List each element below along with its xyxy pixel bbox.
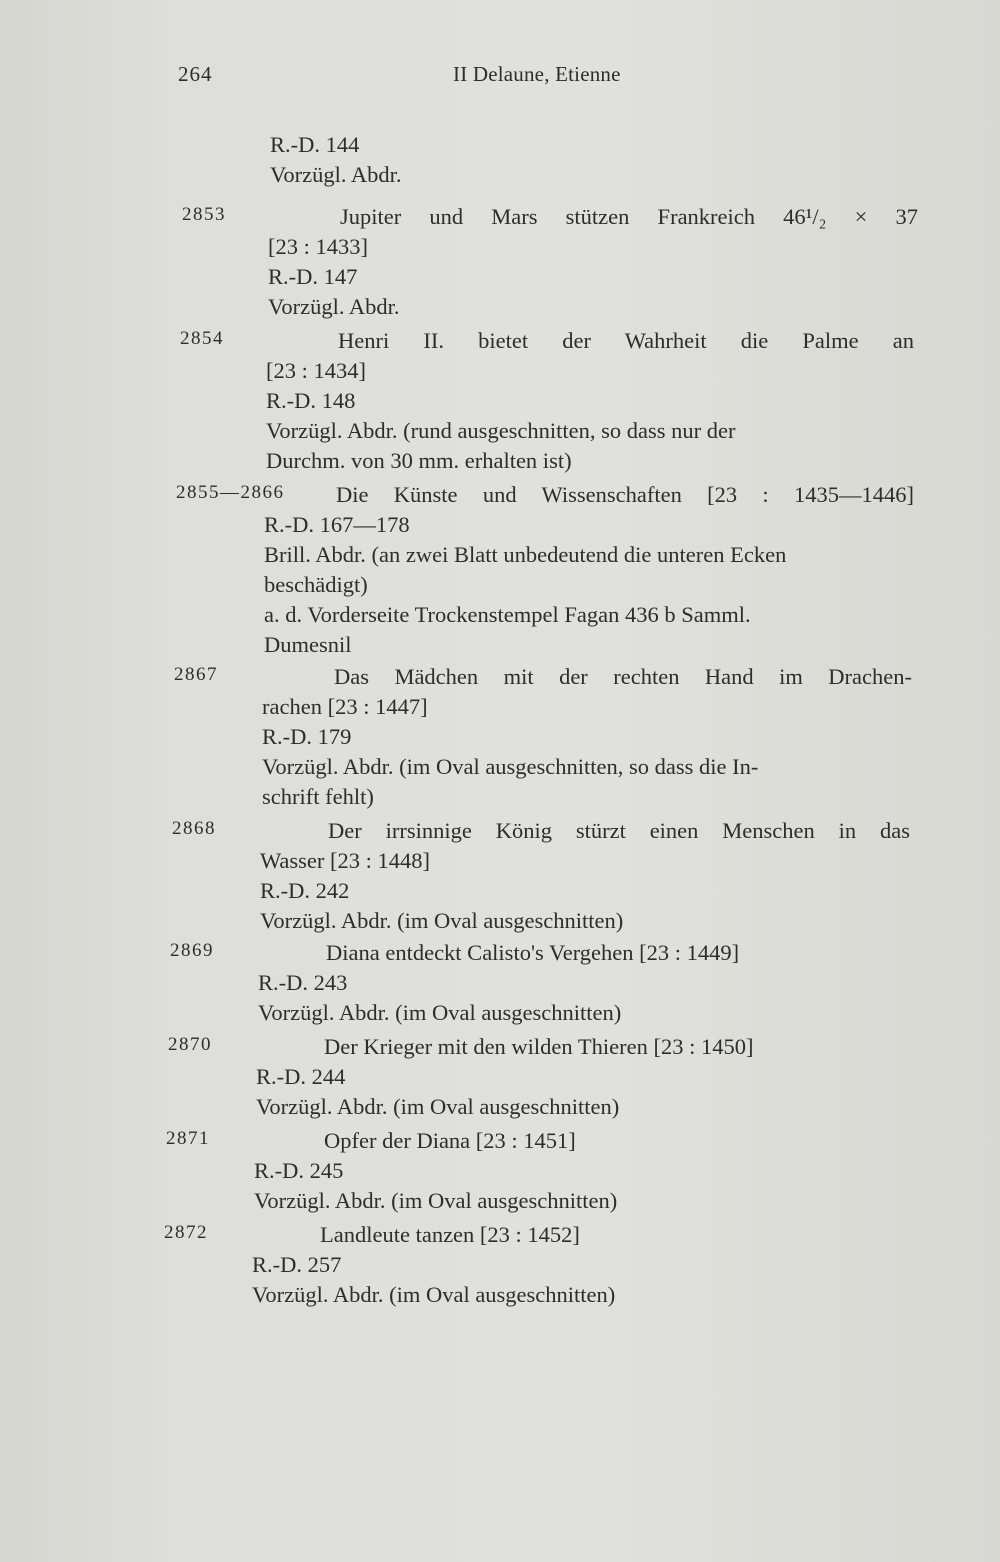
- entry-title: Der irrsinnige König stürzt einen Menschen in das: [328, 818, 910, 843]
- entry-title: Jupiter und Mars stützen Frankreich 46¹/₂ × 37: [340, 204, 918, 229]
- entry-line: R.-D. 167—178: [264, 512, 410, 537]
- entry-line: Vorzügl. Abdr. (im Oval ausgeschnitten): [252, 1282, 616, 1307]
- entry-title: Der Krieger mit den wilden Thieren [23 : 1450]: [324, 1034, 754, 1059]
- entry-line: Dumesnil: [264, 632, 352, 657]
- entry-line: beschädigt): [264, 572, 368, 597]
- entry-number: 2853: [182, 204, 226, 225]
- entry-line: R.-D. 179: [262, 724, 352, 749]
- entry-line: Vorzügl. Abdr. (im Oval ausgeschnitten): [258, 1000, 622, 1025]
- entry-number: 2869: [170, 940, 214, 961]
- entry-number: 2854: [180, 328, 224, 349]
- entry-line: R.-D. 147: [268, 264, 358, 289]
- running-title: II Delaune, Etienne: [453, 62, 621, 86]
- entry-line: Wasser [23 : 1448]: [260, 848, 431, 873]
- entry-line: Vorzügl. Abdr. (im Oval ausgeschnitten): [256, 1094, 620, 1119]
- entry-line: [23 : 1433]: [268, 234, 368, 259]
- entry-line: rachen [23 : 1447]: [262, 694, 428, 719]
- entry-line: Vorzügl. Abdr. (im Oval ausgeschnitten): [254, 1188, 618, 1213]
- entry-line: Durchm. von 30 mm. erhalten ist): [266, 448, 572, 473]
- page-header: [178, 62, 698, 94]
- entry-number: 2872: [164, 1222, 208, 1243]
- entry-line: Vorzügl. Abdr.: [270, 162, 402, 187]
- entry-title: Die Künste und Wissenschaften [23 : 1435—1446]: [336, 482, 914, 507]
- entry-line: [23 : 1434]: [266, 358, 366, 383]
- entry-title: Opfer der Diana [23 : 1451]: [324, 1128, 576, 1153]
- entry-title: Henri II. bietet der Wahrheit die Palme an: [338, 328, 914, 353]
- entry-title: Das Mädchen mit der rechten Hand im Drachen-: [334, 664, 912, 689]
- entry-number: 2868: [172, 818, 216, 839]
- entry-line: Vorzügl. Abdr. (im Oval ausgeschnitten, so dass die In-: [262, 754, 759, 779]
- entry-number: 2867: [174, 664, 218, 685]
- entry-line: R.-D. 243: [258, 970, 348, 995]
- entry-number: 2870: [168, 1034, 212, 1055]
- entry-line: a. d. Vorderseite Trockenstempel Fagan 436 b Samml.: [264, 602, 751, 627]
- entry-line: Vorzügl. Abdr. (im Oval ausgeschnitten): [260, 908, 624, 933]
- entry-line: R.-D. 245: [254, 1158, 344, 1183]
- entry-line: Brill. Abdr. (an zwei Blatt unbedeutend die unteren Ecken: [264, 542, 787, 567]
- entry-line: Vorzügl. Abdr. (rund ausgeschnitten, so dass nur der: [266, 418, 736, 443]
- entry-line: R.-D. 148: [266, 388, 356, 413]
- entry-title: Diana entdeckt Calisto's Vergehen [23 : 1449]: [326, 940, 740, 965]
- page-number: 264: [178, 62, 213, 86]
- entry-line: schrift fehlt): [262, 784, 374, 809]
- entry-line: R.-D. 242: [260, 878, 350, 903]
- entry-line: R.-D. 244: [256, 1064, 346, 1089]
- entry-number: 2871: [166, 1128, 210, 1149]
- entry-line: Vorzügl. Abdr.: [268, 294, 400, 319]
- entry-line: R.-D. 257: [252, 1252, 342, 1277]
- entry-number: 2855—2866: [176, 482, 285, 503]
- entry-line: R.-D. 144: [270, 132, 360, 157]
- entry-title: Landleute tanzen [23 : 1452]: [320, 1222, 580, 1247]
